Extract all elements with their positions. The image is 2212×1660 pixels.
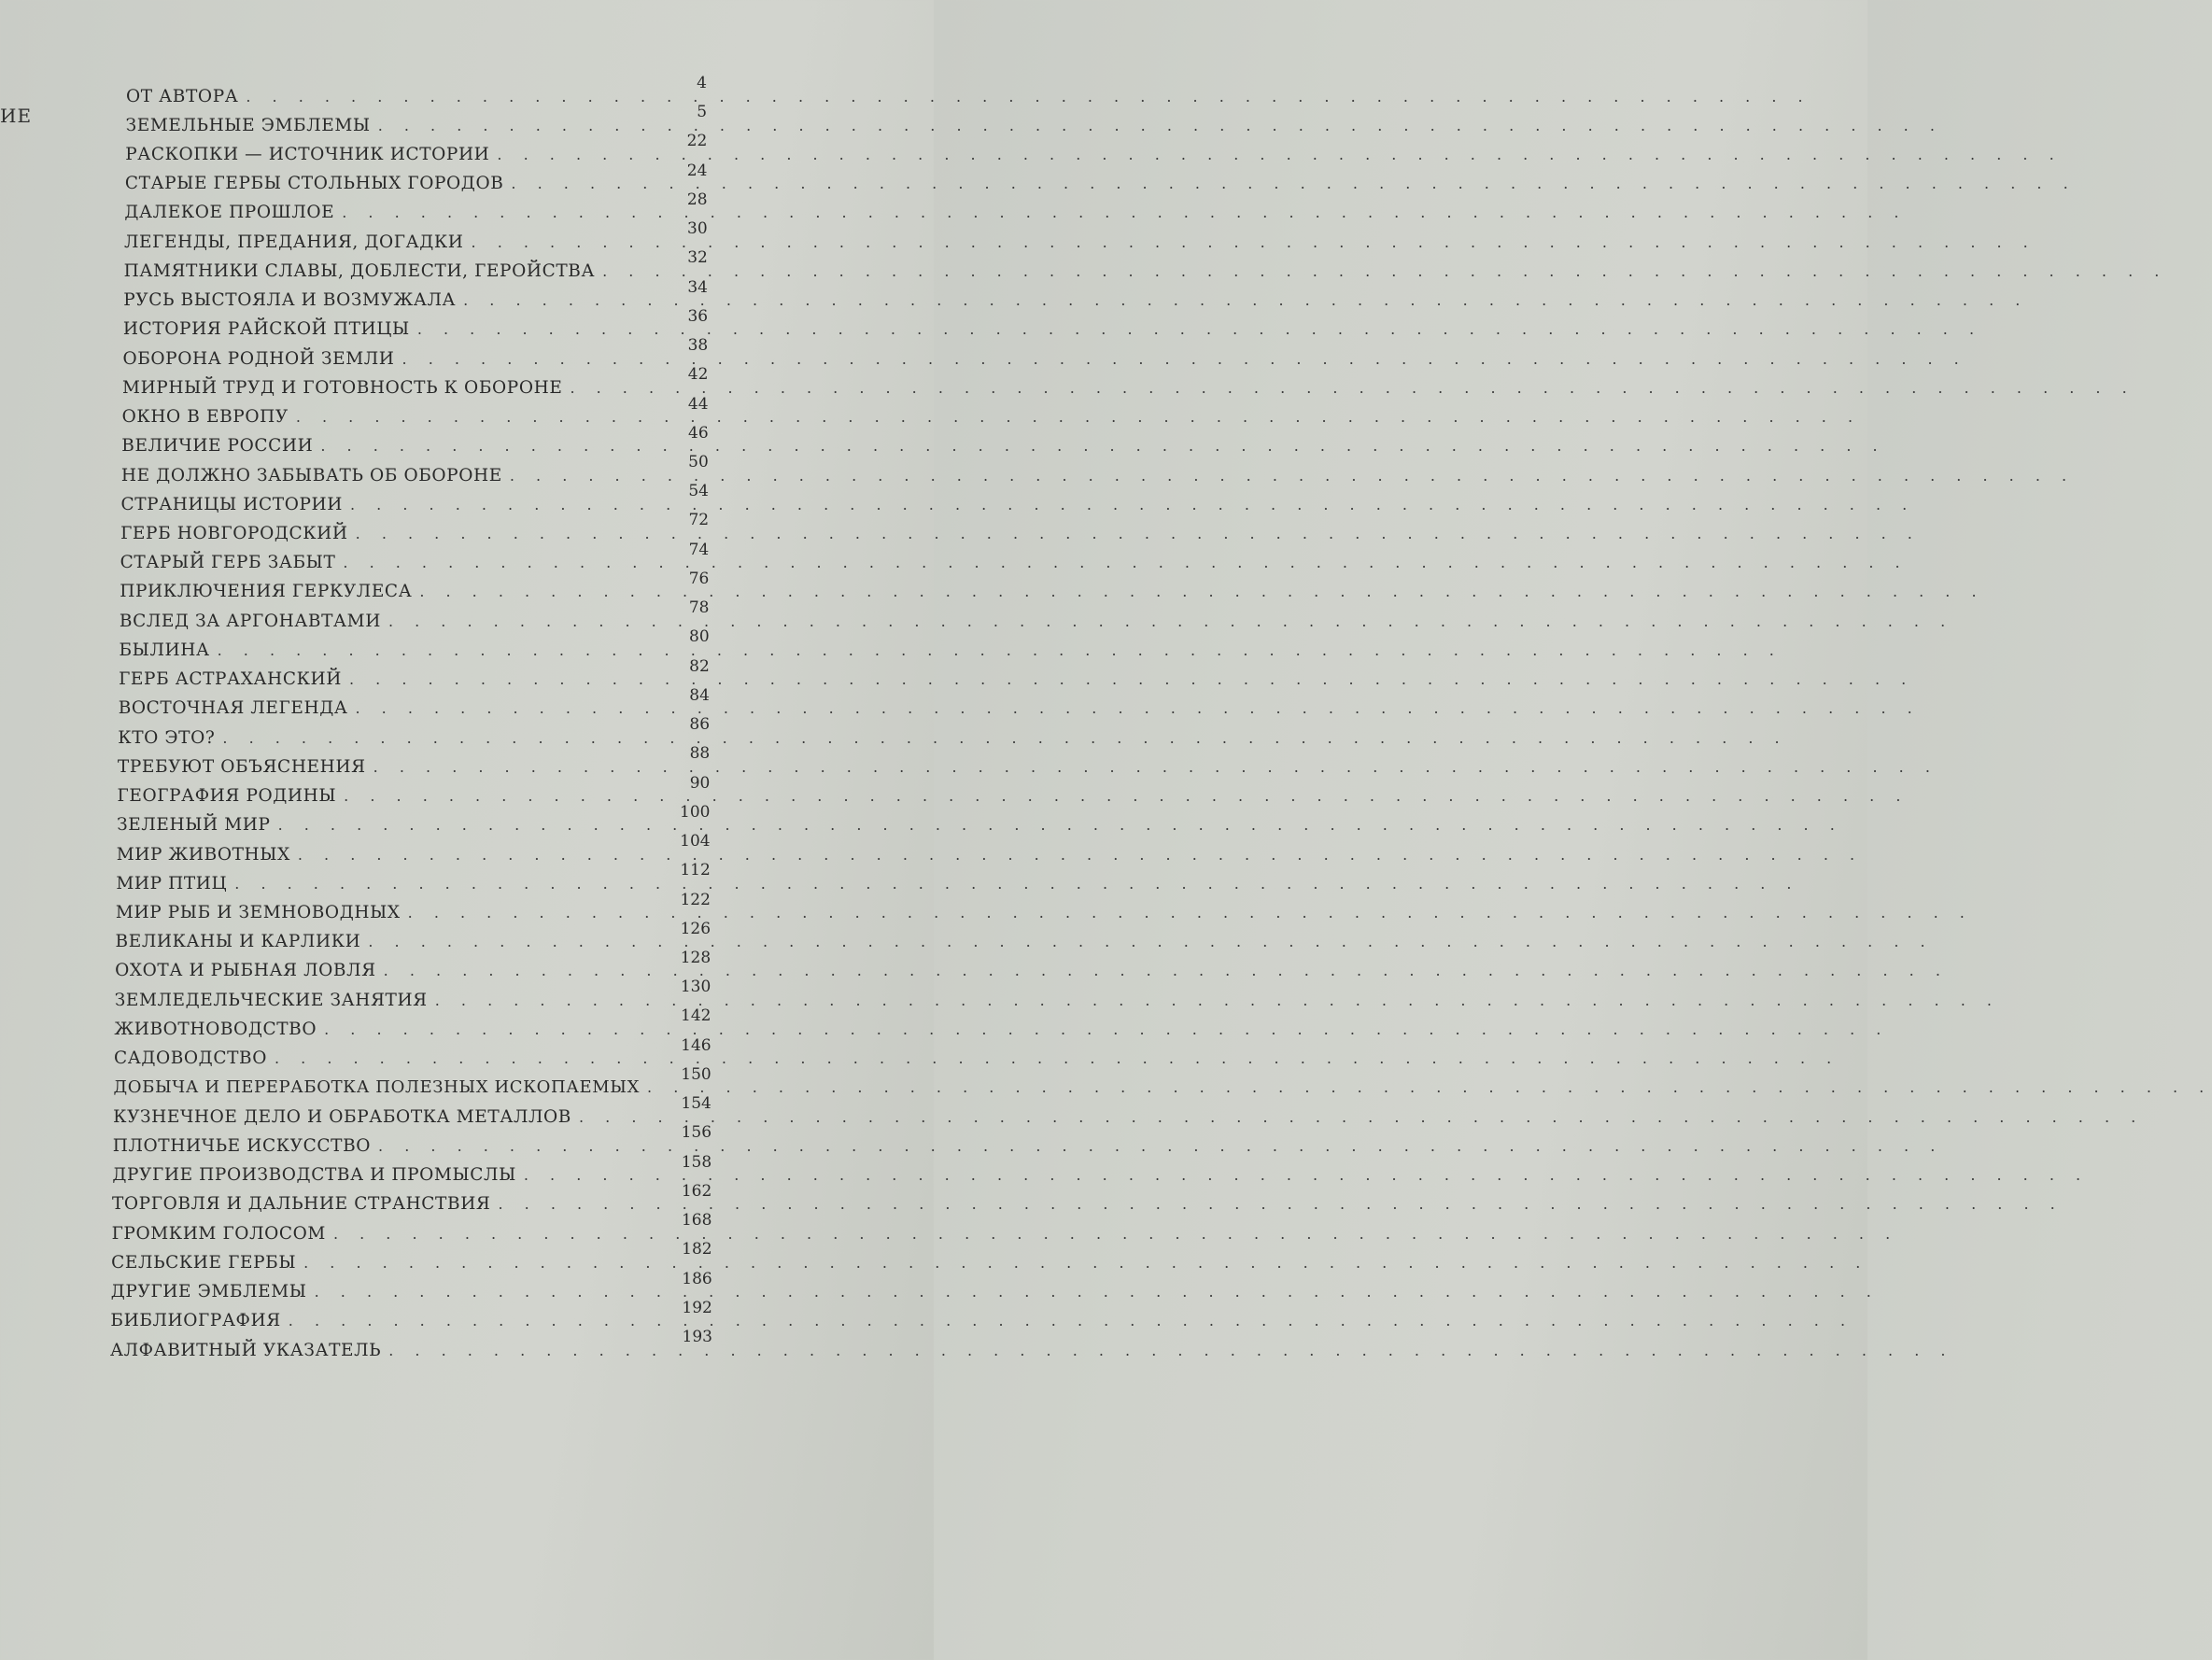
toc-entry-page-number: 84 [689,685,710,705]
toc-dot-leader: . . . . . . . . . . . . . . . . . . . . . . . . . . . . . . . . . . . . . . . . . . . . . . . . . . . . . . . . . . . . [314,1283,1880,1301]
toc-dot-leader: . . . . . . . . . . . . . . . . . . . . . . . . . . . . . . . . . . . . . . . . . . . . . . . . . . . . . . . . . . . . [602,261,2168,280]
toc-entry-title: ГЕРБ АСТРАХАНСКИЙ [119,669,342,690]
toc-dot-leader: . . . . . . . . . . . . . . . . . . . . . . . . . . . . . . . . . . . . . . . . . . . . . . . . . . . . . . . . . . . . [246,87,1811,106]
toc-entry-page-number: 22 [686,132,708,151]
toc-entry-title: СТРАНИЦЫ ИСТОРИИ [120,494,343,514]
toc-dot-leader: . . . . . . . . . . . . . . . . . . . . . . . . . . . . . . . . . . . . . . . . . . . . . . . . . . . . . . . . . . . . [277,816,1843,835]
toc-entry-title: САДОВОДСТВО [113,1048,267,1069]
toc-entry-page-number: 130 [680,978,712,997]
toc-entry [125,111,1943,139]
toc-dot-leader: . . . . . . . . . . . . . . . . . . . . . . . . . . . . . . . . . . . . . . . . . . . . . . . . . . . . . . . . . . . . [217,640,1782,659]
toc-entry-title: ОКНО В ЕВРОПУ [121,407,289,428]
toc-entry-title: ПРИКЛЮЧЕНИЯ ГЕРКУЛЕСА [120,582,413,602]
toc-entry-page-number: 193 [682,1328,712,1346]
toc-entry-page-number: 30 [687,219,708,239]
toc-entry-page-number: 146 [681,1035,712,1055]
toc-dot-leader: . . . . . . . . . . . . . . . . . . . . . . . . . . . . . . . . . . . . . . . . . . . . . . . . . . . . . . . . . . . . [647,1078,2212,1097]
toc-entry-title: МИР РЫБ И ЗЕМНОВОДНЫХ [115,903,401,922]
toc-entry-page-number: 104 [680,832,711,851]
toc-entry-page-number: 186 [682,1269,712,1288]
toc-dot-leader: . . . . . . . . . . . . . . . . . . . . . . . . . . . . . . . . . . . . . . . . . . . . . . . . . . . . . . . . . . . . [332,1224,1899,1243]
toc-dot-leader: . . . . . . . . . . . . . . . . . . . . . . . . . . . . . . . . . . . . . . . . . . . . . . . . . . . . . . . . . . . . [373,757,1938,776]
toc-dot-leader: . . . . . . . . . . . . . . . . . . . . . . . . . . . . . . . . . . . . . . . . . . . . . . . . . . . . . . . . . . . . [320,437,1886,456]
toc-entry-page-number: 46 [688,423,709,443]
toc-entry-page-number: 50 [688,453,709,472]
toc-entry-title: НЕ ДОЛЖНО ЗАБЫВАТЬ ОБ ОБОРОНЕ [120,465,502,485]
toc-entry-title: ДРУГИЕ ЭМБЛЕМЫ [110,1282,307,1302]
toc-dot-leader: . . . . . . . . . . . . . . . . . . . . . . . . . . . . . . . . . . . . . . . . . . . . . . . . . . . . . . . . . . . . [498,1195,2064,1214]
toc-entry-title: ЗЕМЕЛЬНЫЕ ЭМБЛЕМЫ [125,115,371,135]
toc-entry-page-number: 76 [688,569,710,588]
toc-dot-leader: . . . . . . . . . . . . . . . . . . . . . . . . . . . . . . . . . . . . . . . . . . . . . . . . . . . . . . . . . . . . [497,145,2063,163]
toc-entry-page-number: 112 [680,861,711,880]
toc-entry-page-number: 34 [687,277,708,297]
toc-dot-leader: . . . . . . . . . . . . . . . . . . . . . . . . . . . . . . . . . . . . . . . . . . . . . . . . . . . . . . . . . . . . [463,291,2029,310]
toc-entry-page-number: 36 [687,306,709,326]
toc-entry-page-number: 82 [689,656,710,676]
toc-entry-page-number: 150 [681,1064,712,1084]
toc-entry-title: ОТ АВТОРА [126,86,239,106]
toc-dot-leader: . . . . . . . . . . . . . . . . . . . . . . . . . . . . . . . . . . . . . . . . . . . . . . . . . . . . . . . . . . . . [383,962,1949,980]
toc-entry-page-number: 158 [681,1152,712,1172]
toc-dot-leader: . . . . . . . . . . . . . . . . . . . . . . . . . . . . . . . . . . . . . . . . . . . . . . . . . . . . . . . . . . . . [344,787,1909,806]
toc-entry-title: ПЛОТНИЧЬЕ ИСКУССТВО [112,1135,372,1156]
toc-entry-title: СТАРЫЙ ГЕРБ ЗАБЫТ [120,553,336,573]
toc-entry-title: ВОСТОЧНАЯ ЛЕГЕНДА [118,698,348,719]
toc-entry-page-number: 100 [680,802,711,822]
toc-dot-leader: . . . . . . . . . . . . . . . . . . . . . . . . . . . . . . . . . . . . . . . . . . . . . . . . . . . . . . . . . . . . [303,1253,1869,1272]
toc-entry-title: ВЕЛИЧИЕ РОССИИ [121,436,314,457]
toc-dot-leader: . . . . . . . . . . . . . . . . . . . . . . . . . . . . . . . . . . . . . . . . . . . . . . . . . . . . . . . . . . . . [355,699,1921,718]
toc-entry-title: ТОРГОВЛЯ И ДАЛЬНИЕ СТРАНСТВИЯ [111,1194,491,1215]
toc-entry-title: КТО ЭТО? [118,727,216,748]
toc-entry-title: ЛЕГЕНДЫ, ПРЕДАНИЯ, ДОГАДКИ [124,232,464,252]
toc-entry-page-number: 72 [688,511,710,530]
toc-dot-leader: . . . . . . . . . . . . . . . . . . . . . . . . . . . . . . . . . . . . . . . . . . . . . . . . . . . . . . . . . . . . [368,933,1934,951]
toc-entry-title: ИСТОРИЯ РАЙСКОЙ ПТИЦЫ [122,319,410,340]
facing-page-heading-fragment: ИЕ [0,105,33,127]
toc-entry-title: ГЕРБ НОВГОРОДСКИЙ [120,523,348,543]
toc-entry-page-number: 86 [689,715,711,735]
toc-entry-page-number: 32 [687,248,708,268]
toc-dot-leader: . . . . . . . . . . . . . . . . . . . . . . . . . . . . . . . . . . . . . . . . . . . . . . . . . . . . . . . . . . . . [579,1107,2145,1126]
toc-entry-title: ДАЛЕКОЕ ПРОШЛОЕ [124,203,335,223]
toc-entry-title: ГЕОГРАФИЯ РОДИНЫ [117,786,337,807]
toc-dot-leader: . . . . . . . . . . . . . . . . . . . . . . . . . . . . . . . . . . . . . . . . . . . . . . . . . . . . . . . . . . . . [419,583,1985,601]
toc-dot-leader: . . . . . . . . . . . . . . . . . . . . . . . . . . . . . . . . . . . . . . . . . . . . . . . . . . . . . . . . . . . . [355,524,1921,542]
toc-entry-title: БИБЛИОГРАФИЯ [110,1311,281,1331]
toc-dot-leader: . . . . . . . . . . . . . . . . . . . . . . . . . . . . . . . . . . . . . . . . . . . . . . . . . . . . . . . . . . . . [350,495,1916,513]
toc-entry-title: СТАРЫЕ ГЕРБЫ СТОЛЬНЫХ ГОРОДОВ [124,174,504,194]
toc-entry-page-number: 44 [687,394,709,414]
toc-entry-page-number: 74 [688,540,710,559]
toc-entry-title: АЛФАВИТНЫЙ УКАЗАТЕЛЬ [110,1340,382,1360]
toc-dot-leader: . . . . . . . . . . . . . . . . . . . . . . . . . . . . . . . . . . . . . . . . . . . . . . . . . . . . . . . . . . . . [434,991,2000,1009]
toc-dot-leader: . . . . . . . . . . . . . . . . . . . . . . . . . . . . . . . . . . . . . . . . . . . . . . . . . . . . . . . . . . . . [295,408,1862,427]
toc-entry-page-number: 90 [689,773,711,793]
toc-entry-title: КУЗНЕЧНОЕ ДЕЛО И ОБРАБОТКА МЕТАЛЛОВ [113,1106,571,1127]
toc-entry-page-number: 28 [686,190,708,209]
toc-entry-page-number: 78 [688,598,710,618]
toc-dot-leader: . . . . . . . . . . . . . . . . . . . . . . . . . . . . . . . . . . . . . . . . . . . . . . . . . . . . . . . . . . . . [523,1166,2090,1185]
toc-entry-title: ОХОТА И РЫБНАЯ ЛОВЛЯ [115,961,376,981]
toc-entry-title: ЗЕЛЕНЫЙ МИР [117,815,271,836]
toc-entry-page-number: 42 [687,365,709,385]
toc-entry-page-number: 80 [689,627,710,647]
toc-dot-leader: . . . . . . . . . . . . . . . . . . . . . . . . . . . . . . . . . . . . . . . . . . . . . . . . . . . . . . . . . . . . [348,670,1915,689]
toc-entry [126,82,1811,110]
toc-entry-page-number: 128 [680,948,712,967]
toc-dot-leader: . . . . . . . . . . . . . . . . . . . . . . . . . . . . . . . . . . . . . . . . . . . . . . . . . . . . . . . . . . . . [511,175,2077,193]
toc-dot-leader: . . . . . . . . . . . . . . . . . . . . . . . . . . . . . . . . . . . . . . . . . . . . . . . . . . . . . . . . . . . . [324,1020,1890,1038]
toc-dot-leader: . . . . . . . . . . . . . . . . . . . . . . . . . . . . . . . . . . . . . . . . . . . . . . . . . . . . . . . . . . . . [234,874,1800,893]
toc-entry-page-number: 168 [681,1211,712,1231]
toc-dot-leader: . . . . . . . . . . . . . . . . . . . . . . . . . . . . . . . . . . . . . . . . . . . . . . . . . . . . . . . . . . . . [377,116,1943,134]
toc-entry-title: ВСЛЕД ЗА АРГОНАВТАМИ [119,611,381,631]
toc-entry-page-number: 88 [689,744,711,764]
toc-dot-leader: . . . . . . . . . . . . . . . . . . . . . . . . . . . . . . . . . . . . . . . . . . . . . . . . . . . . . . . . . . . . [471,232,2036,251]
toc-entry-page-number: 38 [687,336,709,356]
toc-entry-page-number: 192 [682,1298,712,1317]
toc-entry-page-number: 4 [697,74,707,92]
toc-dot-leader: . . . . . . . . . . . . . . . . . . . . . . . . . . . . . . . . . . . . . . . . . . . . . . . . . . . . . . . . . . . . [343,554,1909,572]
toc-entry-title: МИР ЖИВОТНЫХ [116,844,290,865]
toc-dot-leader: . . . . . . . . . . . . . . . . . . . . . . . . . . . . . . . . . . . . . . . . . . . . . . . . . . . . . . . . . . . . [342,204,1908,222]
toc-entry-title: ДРУГИЕ ПРОИЗВОДСТВА И ПРОМЫСЛЫ [112,1165,516,1186]
toc-entry-title: МИР ПТИЦ [116,873,228,893]
toc-entry-title: ЖИВОТНОВОДСТВО [114,1019,317,1039]
toc-entry-title: ПАМЯТНИКИ СЛАВЫ, ДОБЛЕСТИ, ГЕРОЙСТВА [123,260,596,281]
toc-entry-title: СЕЛЬСКИЕ ГЕРБЫ [111,1252,297,1273]
toc-dot-leader: . . . . . . . . . . . . . . . . . . . . . . . . . . . . . . . . . . . . . . . . . . . . . . . . . . . . . . . . . . . . [416,320,1983,339]
toc-entry-title: ДОБЫЧА И ПЕРЕРАБОТКА ПОЛЕЗНЫХ ИСКОПАЕМЫХ [113,1077,641,1098]
toc-dot-leader: . . . . . . . . . . . . . . . . . . . . . . . . . . . . . . . . . . . . . . . . . . . . . . . . . . . . . . . . . . . . [288,1312,1854,1330]
toc-dot-leader: . . . . . . . . . . . . . . . . . . . . . . . . . . . . . . . . . . . . . . . . . . . . . . . . . . . . . . . . . . . . [509,466,2076,485]
toc-entry-title: ГРОМКИМ ГОЛОСОМ [111,1223,326,1244]
toc-dot-leader: . . . . . . . . . . . . . . . . . . . . . . . . . . . . . . . . . . . . . . . . . . . . . . . . . . . . . . . . . . . . [274,1049,1840,1068]
toc-entry-page-number: 182 [682,1240,712,1259]
toc-entry-page-number: 142 [681,1006,712,1026]
toc-entry-title: ВЕЛИКАНЫ И КАРЛИКИ [115,932,361,952]
toc-dot-leader: . . . . . . . . . . . . . . . . . . . . . . . . . . . . . . . . . . . . . . . . . . . . . . . . . . . . . . . . . . . . [388,1341,1954,1359]
toc-dot-leader: . . . . . . . . . . . . . . . . . . . . . . . . . . . . . . . . . . . . . . . . . . . . . . . . . . . . . . . . . . . . [387,612,1954,630]
toc-entry-page-number: 126 [680,919,712,938]
toc-entry-title: РАСКОПКИ — ИСТОЧНИК ИСТОРИИ [125,144,490,164]
toc-entry-title: РУСЬ ВЫСТОЯЛА И ВОЗМУЖАЛА [123,290,457,311]
toc-dot-leader: . . . . . . . . . . . . . . . . . . . . . . . . . . . . . . . . . . . . . . . . . . . . . . . . . . . . . . . . . . . . [222,728,1788,747]
toc-dot-leader: . . . . . . . . . . . . . . . . . . . . . . . . . . . . . . . . . . . . . . . . . . . . . . . . . . . . . . . . . . . . [378,1136,1944,1155]
toc-entry-page-number: 156 [681,1123,712,1143]
toc-entry-title: МИРНЫЙ ТРУД И ГОТОВНОСТЬ К ОБОРОНЕ [122,377,563,398]
toc-entry-page-number: 162 [681,1181,712,1201]
toc-entry-page-number: 122 [680,890,711,909]
toc-dot-leader: . . . . . . . . . . . . . . . . . . . . . . . . . . . . . . . . . . . . . . . . . . . . . . . . . . . . . . . . . . . . [402,349,1967,368]
toc-entry-title: БЫЛИНА [119,640,210,660]
toc-entry-page-number: 154 [681,1094,712,1114]
toc-entry-page-number: 54 [688,482,709,501]
toc-dot-leader: . . . . . . . . . . . . . . . . . . . . . . . . . . . . . . . . . . . . . . . . . . . . . . . . . . . . . . . . . . . . [297,845,1864,864]
toc-entry-page-number: 24 [686,161,708,180]
toc-entry-page-number: 5 [697,103,708,122]
toc-dot-leader: . . . . . . . . . . . . . . . . . . . . . . . . . . . . . . . . . . . . . . . . . . . . . . . . . . . . . . . . . . . . [407,904,1973,921]
toc-entry-title: ТРЕБУЮТ ОБЪЯСНЕНИЯ [117,756,366,777]
toc-entry-title: ЗЕМЛЕДЕЛЬЧЕСКИЕ ЗАНЯТИЯ [114,990,428,1010]
toc-entry-title: ОБОРОНА РОДНОЙ ЗЕМЛИ [122,348,395,369]
toc-dot-leader: . . . . . . . . . . . . . . . . . . . . . . . . . . . . . . . . . . . . . . . . . . . . . . . . . . . . . . . . . . . . [570,378,2135,397]
